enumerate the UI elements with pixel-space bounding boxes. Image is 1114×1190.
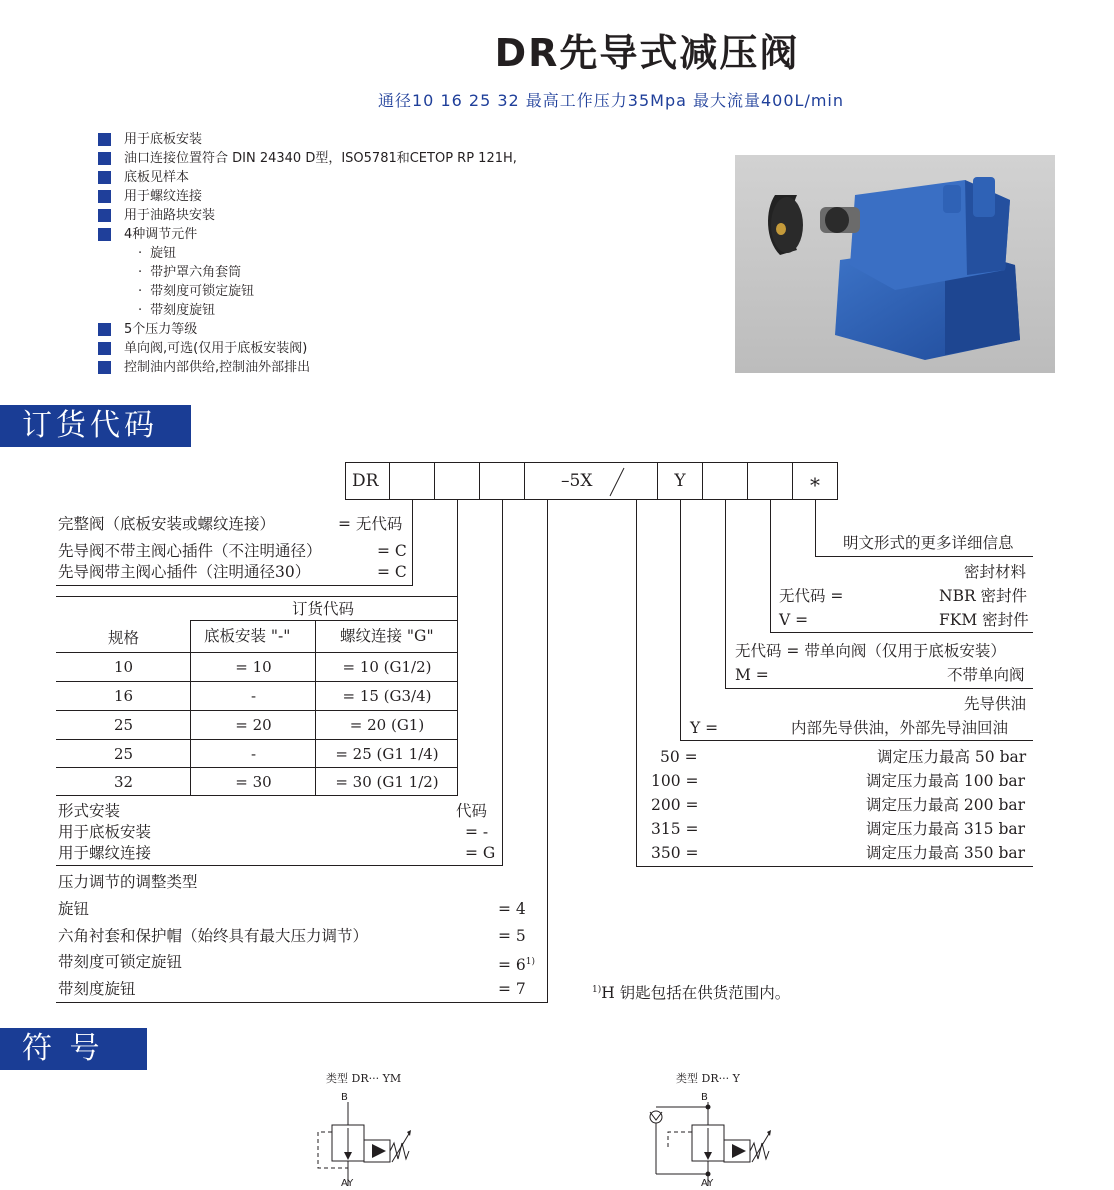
bullet-icon [98,323,111,336]
bullet-icon [98,133,111,146]
feature-item: 控制油内部供给,控制油外部排出 [98,358,310,377]
pilot-title: 先导供油 [964,695,1027,713]
complete-valve-code: = 无代码 [338,515,403,533]
feature-subitem: · 带刻度可锁定旋钮 [138,282,254,301]
leader-line [815,556,1033,557]
code-box [389,462,435,500]
feature-item: 底板见样本 [98,168,189,187]
seal-fkm: FKM 密封件 [939,611,1029,629]
hydraulic-symbol-icon [310,1090,420,1190]
symbol-label-ym: 类型 DR··· YM [326,1072,402,1085]
pressure-text: 调定压力最高 350 bar [866,844,1026,862]
leader-line [56,865,503,866]
pressure-text: 调定压力最高 100 bar [866,772,1026,790]
adjust-item: 带刻度可锁定旋钮 [58,953,183,971]
size-table: 订货代码 规格 底板安装 "-" 螺纹连接 "G" 10 = 10 = 10 (G1/2) 16 - = 15 (G3/4) 25 = 20 = 20 (G1) 25 - = 25 (G1 1/4) 32 = 30 = 30 (G1 1/2) [56,596,458,796]
product-photo [735,155,1055,373]
check-m-text: 不带单向阀 [947,666,1025,684]
hydraulic-symbol-icon [638,1090,778,1190]
adjust-code: = 5 [498,927,526,945]
slash-icon [606,466,628,498]
pressure-code: 100 = [651,772,699,790]
pressure-code: 350 = [651,844,699,862]
adjust-title: 压力调节的调整类型 [58,873,198,891]
code-box [479,462,525,500]
pressure-text: 调定压力最高 315 bar [866,820,1026,838]
details-label: 明文形式的更多详细信息 [843,534,1014,552]
port-ay-label: AY [341,1178,354,1189]
feature-item: 用于底板安装 [98,130,202,149]
feature-item: 5个压力等级 [98,320,197,339]
section-header-order-code: 订货代码 [0,405,191,447]
adjust-code: = $6^{1)}$ [498,956,536,975]
bullet-icon [98,209,111,222]
leader-line [815,500,816,557]
leader-line [547,500,548,1003]
valve-symbol-y [638,1090,778,1190]
leader-line [680,740,1033,741]
pilot-y: Y = [690,719,719,737]
code-box [434,462,480,500]
page-title: DR先导式减压阀 [494,31,800,75]
table-divider [191,620,458,621]
feature-item: 单向阀,可选(仅用于底板安装阀) [98,339,307,358]
bullet-icon [98,190,111,203]
code-box-y: Y [657,462,703,500]
adjust-code: = 7 [498,980,526,998]
table-group-header: 订货代码 [292,600,355,618]
leader-line [412,500,413,586]
feature-item: 用于螺纹连接 [98,187,202,206]
feature-item: 油口连接位置符合 DIN 24340 D型，ISO5781和CETOP RP 121H, [98,149,517,168]
code-box-dr: DR [345,462,390,500]
seal-title: 密封材料 [964,563,1027,581]
valve-image-icon [735,155,1055,373]
leader-line [770,500,771,633]
table-bottom-line [56,795,458,796]
port-b-label: B [701,1092,708,1103]
adjust-item: 六角衬套和保护帽（始终具有最大压力调节） [58,927,369,945]
section-header-symbol: 符 号 [0,1028,147,1070]
seal-none: 无代码 = [779,587,844,605]
pressure-text: 调定压力最高 200 bar [866,796,1026,814]
footnote: $^{1)}$H 钥匙包括在供货范围内。 [592,984,791,1003]
mounting-subplate-code: = - [465,823,489,841]
complete-valve-label: 完整阀（底板安装或螺纹连接） [58,515,276,533]
col-header-size: 规格 [108,629,140,647]
symbol-label-y: 类型 DR··· Y [676,1072,740,1085]
mounting-code-header: 代码 [456,802,488,820]
feature-item: 用于油路块安装 [98,206,215,225]
adjust-code: = 4 [498,900,526,918]
col-header-subplate: 底板安装 "-" [204,627,291,645]
leader-line [56,1002,548,1003]
leader-line [725,500,726,689]
mounting-title: 形式安装 [58,802,121,820]
page-subtitle: 通径10 16 25 32 最高工作压力35Mpa 最大流量400L/min [378,91,845,110]
feature-item: 4种调节元件 [98,225,197,244]
feature-subitem: · 带护罩六角套筒 [138,263,241,282]
leader-line [725,688,1033,689]
check-m: M = [735,666,769,684]
bullet-icon [98,228,111,241]
seal-v: V = [779,611,809,629]
port-ay-label: AY [701,1178,714,1189]
col-header-thread: 螺纹连接 "G" [340,627,434,645]
leader-line [770,632,1033,633]
pilot-no-insert-code: = C [377,542,407,560]
pilot-with-insert-code: = C [377,563,407,581]
pilot-no-insert-label: 先导阀不带主阀心插件（不注明通径） [58,542,322,560]
leader-line [636,500,637,867]
bullet-icon [98,152,111,165]
leader-line [502,500,503,866]
pilot-with-insert-label: 先导阀带主阀心插件（注明通径30） [58,563,311,581]
feature-subitem: · 带刻度旋钮 [138,301,215,320]
mounting-thread: 用于螺纹连接 [58,844,152,862]
mounting-thread-code: = G [465,844,496,862]
code-box [702,462,748,500]
check-none: 无代码 = 带单向阀（仅用于底板安装） [735,642,1006,660]
adjust-item: 旋钮 [58,900,90,918]
pressure-text: 调定压力最高 50 bar [877,748,1027,766]
code-box-series: –5X [524,462,658,500]
bullet-icon [98,171,111,184]
seal-nbr: NBR 密封件 [939,587,1028,605]
leader-line [636,866,1033,867]
leader-line [680,500,681,741]
pressure-code: 50 = [660,748,698,766]
port-b-label: B [341,1092,348,1103]
bullet-icon [98,342,111,355]
code-box [747,462,793,500]
valve-symbol-ym [310,1090,420,1190]
adjust-item: 带刻度旋钮 [58,980,136,998]
pilot-y-text: 内部先导供油，外部先导油回油 [791,719,1009,737]
code-box-star: * [792,462,838,500]
bullet-icon [98,361,111,374]
pressure-code: 315 = [651,820,699,838]
feature-subitem: · 旋钮 [138,244,176,263]
mounting-subplate: 用于底板安装 [58,823,152,841]
leader-line [56,585,413,586]
pressure-code: 200 = [651,796,699,814]
